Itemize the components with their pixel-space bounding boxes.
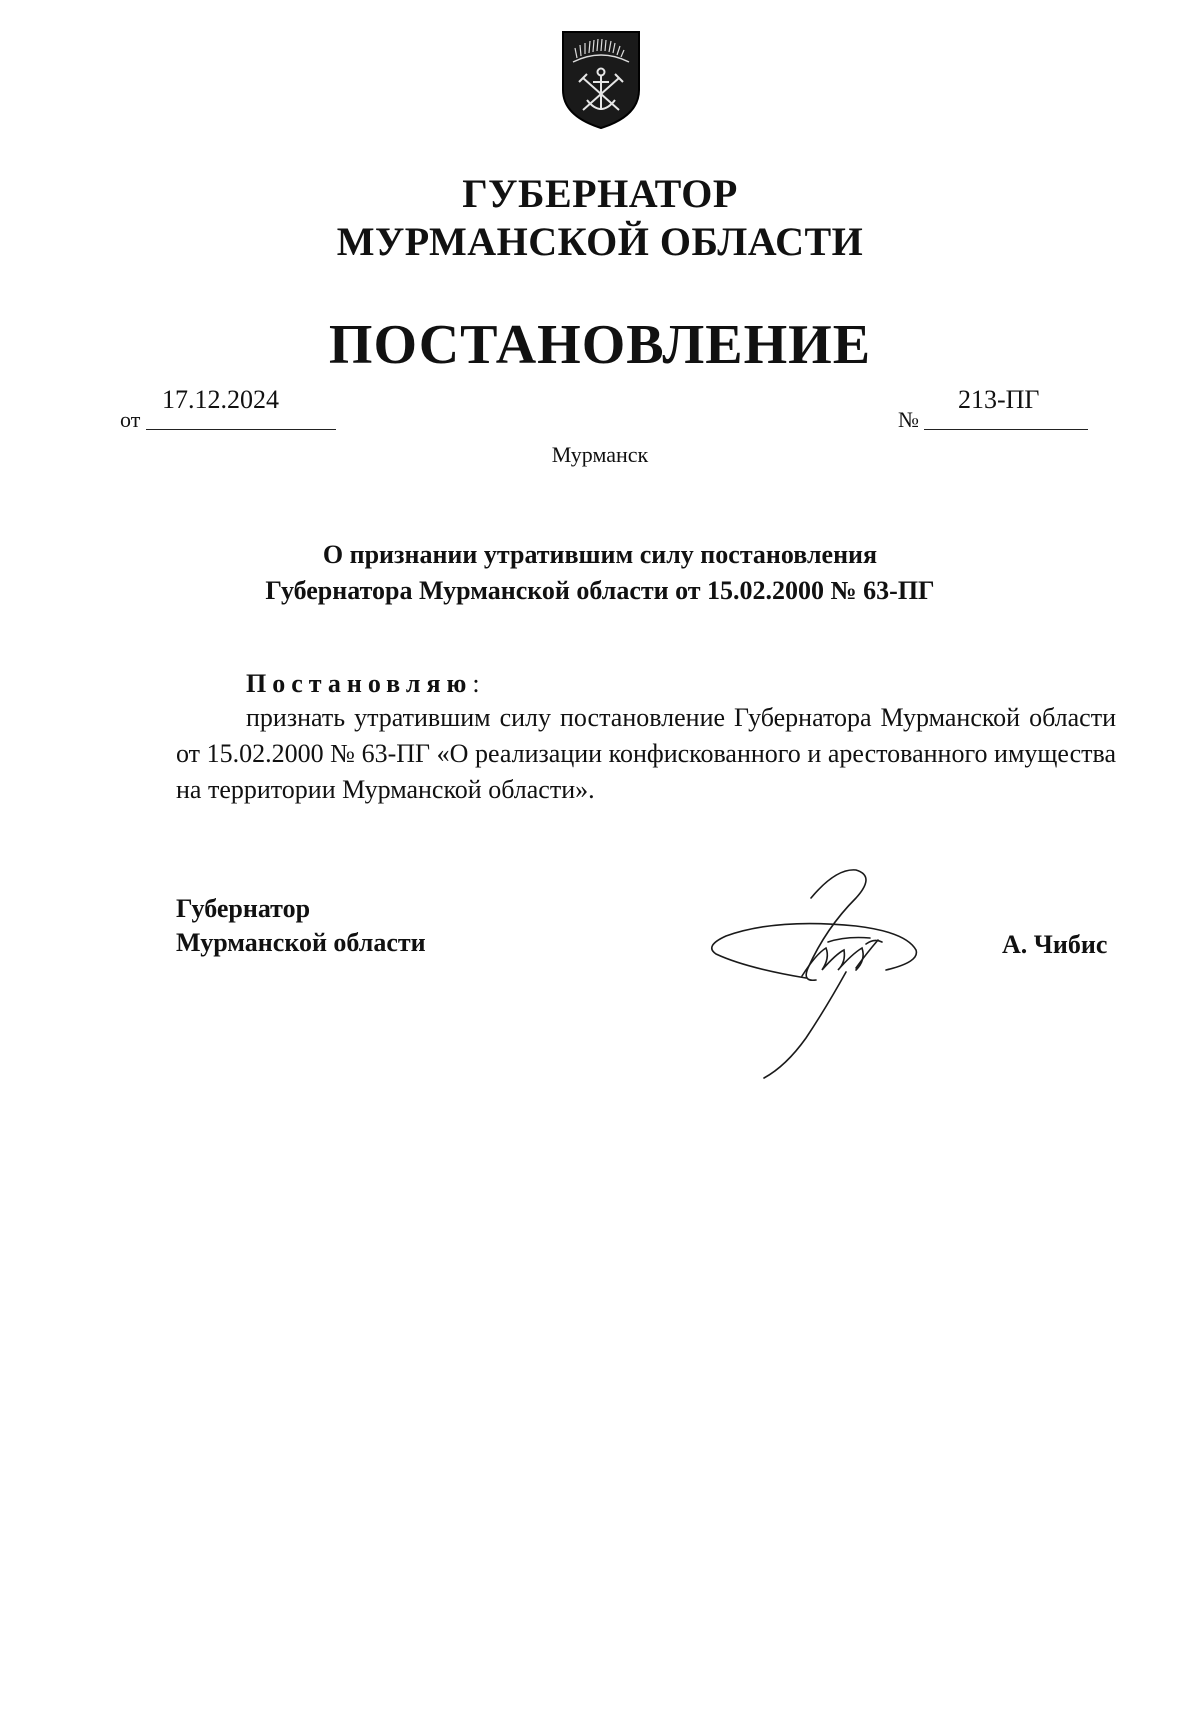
document-date: 17.12.2024 (162, 385, 279, 414)
document-type-title: ПОСТАНОВЛЕНИЕ (328, 314, 872, 376)
resolution-paragraph: признать утратившим силу постановление Губернатора Мурманской области от 15.02.2000 № 63-ПГ «О реализации конфискованного и арестованного имущества на территории Мурманской области». (176, 703, 1116, 804)
resolve-heading (246, 668, 480, 700)
subject-line1: О признании утратившим силу постановления (322, 540, 878, 569)
subject-line2: Губернатора Мурманской области от 15.02.2000 № 63-ПГ (265, 576, 935, 605)
authority-title-line1: ГУБЕРНАТОР (462, 171, 738, 216)
document-subject (0, 537, 1200, 609)
resolve-colon: : (472, 669, 480, 698)
resolve-word: Постановляю (246, 669, 473, 698)
date-label: от (120, 407, 141, 432)
date-underline (146, 428, 336, 430)
number-label: № (898, 407, 919, 432)
signatory-name: А. Чибис (1002, 930, 1108, 959)
signature-icon (706, 858, 956, 1080)
coat-of-arms-icon (559, 28, 643, 132)
number-underline (924, 428, 1088, 430)
signatory-title-line1: Губернатор (176, 894, 311, 923)
authority-title-line2: МУРМАНСКОЙ ОБЛАСТИ (336, 219, 864, 264)
signatory-title-line2: Мурманской области (176, 928, 426, 957)
document-number: 213-ПГ (958, 385, 1040, 414)
signatory-title (176, 892, 426, 960)
issue-city: Мурманск (551, 442, 649, 467)
